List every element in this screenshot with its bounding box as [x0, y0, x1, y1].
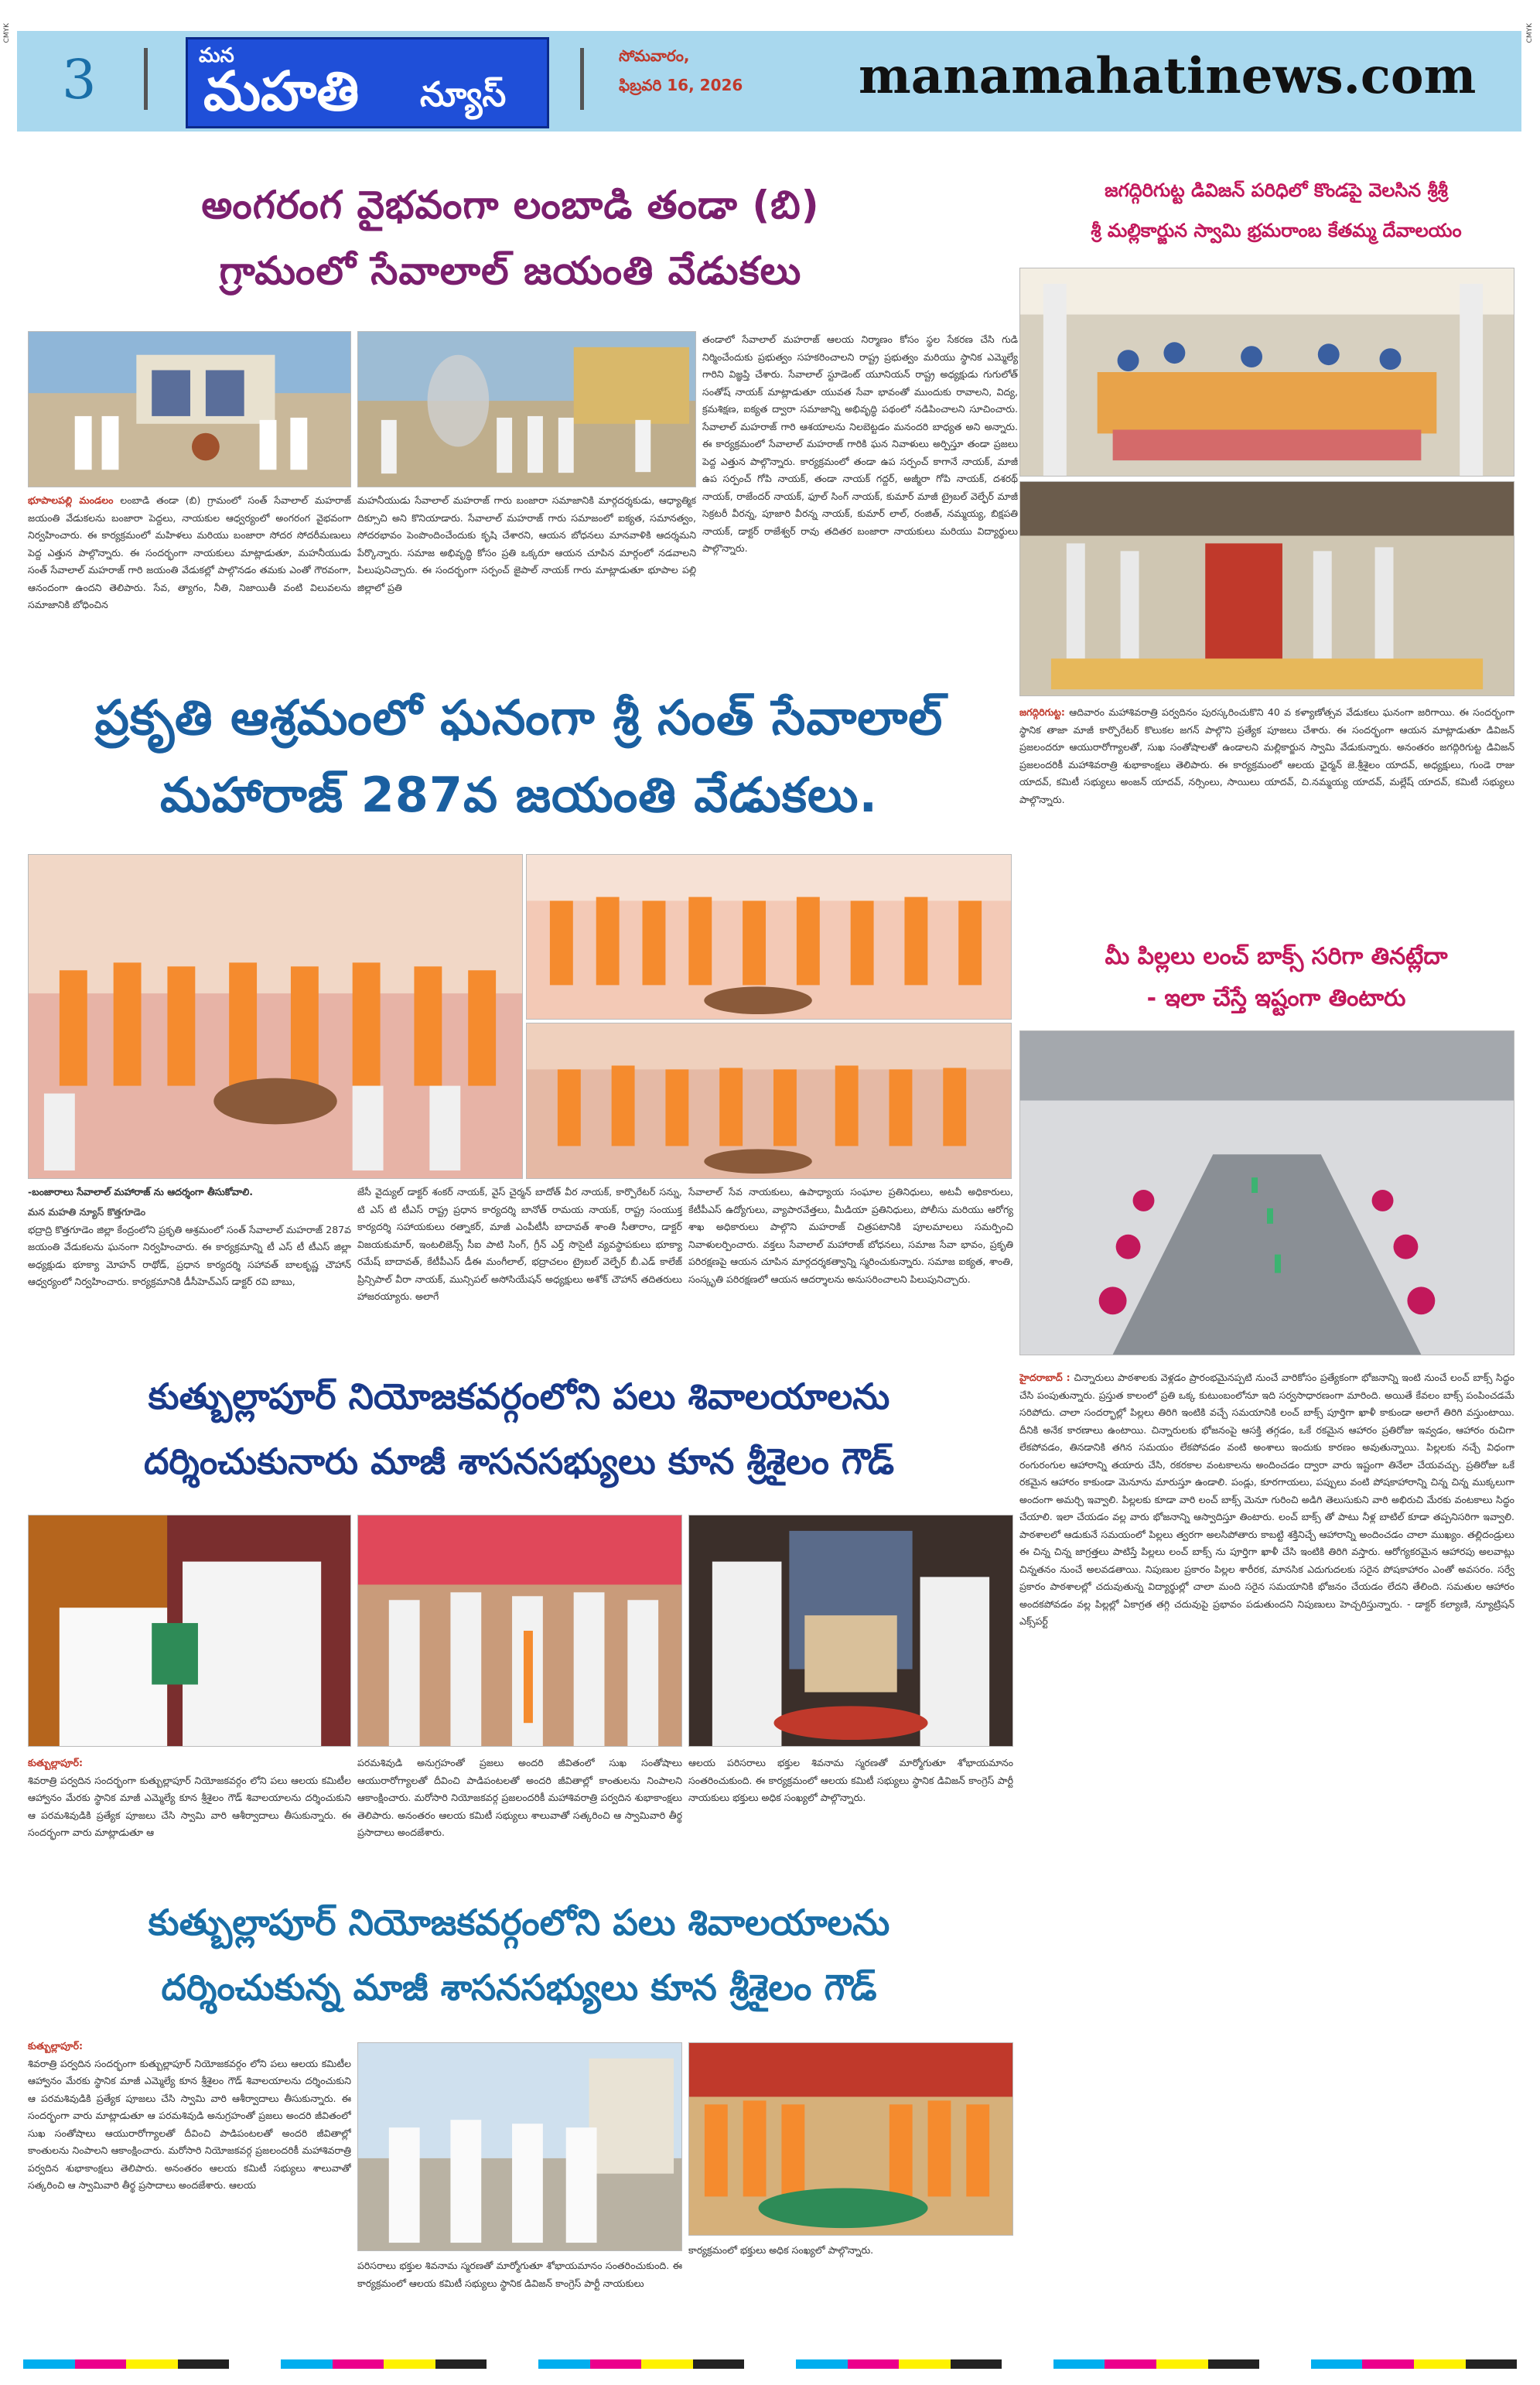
story1-dateline: భూపాలపల్లి మండలం: [28, 494, 114, 506]
story3-photo-3: [526, 1023, 1012, 1179]
story5-column-2: పరమశివుడి అనుగ్రహంతో ప్రజలు అందరి జీవితంలో సుఖ సంతోషాలు ఆయురారోగ్యాలతో దీవించి పాడిపంటలతో అందరి జీవితాల్లో కాంతులను నింపాలని ఆకాంక్షించారు. మరోసారి నియోజకవర్గ ప్రజలందరికీ మహాశివరాత్రి పర్వదిన శుభాకాంక్షలు తెలిపారు. అనంతరం ఆలయ కమిటీ సభ్యులు శాలువాతో సత్కరించి ఆ స్వామివారి తీర్థ ప్రసాదాలు అందజేశారు.: [357, 1757, 682, 1838]
story2-photo-1: [1019, 268, 1514, 477]
registration-bar: [23, 2359, 1517, 2369]
story2-body: [1019, 704, 1514, 936]
logo-news-text: న్యూస్: [420, 75, 507, 114]
story6-column-3: కార్యక్రమంలో భక్తులు అధిక సంఖ్యలో పాల్గొన్నారు.: [688, 2244, 874, 2256]
story5-photo-3: [688, 1515, 1013, 1747]
story4-dateline: హైదరాబాద్ :: [1019, 1372, 1070, 1383]
story2-headline-line1: జగద్గిరిగుట్ట డివిజన్ పరిధిలో కొండపై వెలసిన శ్రీశ్రీ: [1105, 179, 1448, 201]
story1-column-3: తండాలో సేవాలాల్ మహరాజ్ ఆలయ నిర్మాణం కోసం స్థల సేకరణ చేసి గుడి నిర్మించేందుకు ప్రభుత్వం సహకరించాలని రాష్ట్ర ప్రభుత్వం మరియు స్థానిక ఎమ్మెల్యే గారిని విజ్ఞప్తి చేశారు. సేవాలాల్ స్టూడెంట్ యూనియన్ రాష్ట్ర అధ్యక్షుడు గుగులోత్ సంతోష్ నాయక్ మాట్లాడుతూ యువత సేవా భావంతో ముందుకు రావాలని, విద్య, క్రమశిక్షణ, ఐక్యత ద్వారా సమాజాన్ని అభివృద్ధి పథంలో నడిపించాలని సూచించారు. సేవాలాల్ మహరాజ్ గారి ఆశయాలను నిలబెట్టడం మనందరి బాధ్యత అని అన్నారు. ఈ కార్యక్రమంలో సేవాలాల్ మహరాజ్ గారికి ఘన నివాళులు అర్పిస్తూ తండా ప్రజలు పెద్ద ఎత్తున పాల్గొన్నారు. కార్యక్రమంలో తండా ఉప సర్పంచ్ కాగానే నాయక్, మాజీ ఉప సర్పంచ్ గోపి నాయక్, తండా నాయక్ గద్దర్, అజ్మీరా గోపి నాయక్, దశరథ్ నాయక్, రాజేందర్ నాయక్, ఫూల్ సింగ్ నాయక్, కుమార్ మాజీ ట్రైబల్ వెల్ఫేర్ మాజీ సెక్రటరీ వీరన్న, పూజారి వీరన్న నాయక్, కుమార్ లాల్, రంజిత్, నమ్మయ్య, బిక్షపతి నాయక్, డాక్టర్ రాజేశ్వర్ రావు తదితర బంజారా నాయకులు మరియు విద్యార్థులు పాల్గొన్నారు.: [702, 333, 1018, 554]
issue-date: ఫిబ్రవరి 16, 2026: [619, 76, 743, 94]
story4-body-text: చిన్నారులు పాఠశాలకు వెళ్లడం ప్రారంభమైనప్పటి నుంచే వారికోసం ప్రత్యేకంగా భోజనాన్ని ఇంటి నుంచే లంచ్ బాక్స్ సిద్ధం చేసి పంపుతున్నారు. ప్రస్తుత కాలంలో ప్రతి ఒక్క కుటుంబంలోనూ ఇది సర్వసాధారణంగా మారింది. అయితే కేవలం బాక్స్ పంపించడమే సరిపోదు. చాలా సందర్భాల్లో పిల్లలు తిరిగి ఇంటికి వచ్చే సమయానికి లంచ్ బాక్స్ పూర్తిగా ఖాళీ కాకుండా అలాగే తిరిగి వస్తుంటాయి. దీనికి అనేక కారణాలు ఉంటాయి. చిన్నారులకు భోజనంపై ఆసక్తి తగ్గడం, ఒకే రకమైన ఆహారం ప్రతిరోజు ఇవ్వడం, ఆహారం రుచిగా లేకపోవడం, తినడానికి తగిన సమయం లేకపోవడం వంటి అంశాలు ఇందుకు కారణం అవుతున్నాయి. పిల్లలకు నచ్చే విధంగా రంగురంగుల ఆహారాన్ని తయారు చేసి, రకరకాల వంటకాలను అందించడం ద్వారా వారు ఇష్టంగా తినేలా చేయవచ్చు. ప్రతిరోజు ఒకే రకమైన ఆహారం కాకుండా మెనూను మారుస్తూ ఉండాలి. పండ్లు, కూరగాయలు, పప్పులు వంటి పోషకాహారాన్ని చిన్న చిన్న ముక్కలుగా అందంగా అమర్చి ఇవ్వాలి. పిల్లలకు కూడా వారి లంచ్ బాక్స్ మెనూ గురించి అడిగి తెలుసుకుని వారి అభిరుచి మేరకు వంటకాలు సిద్ధం చేయాలి. ఇలా చేయడం వల్ల వారు భోజనాన్ని ఆస్వాదిస్తూ తింటారు. లంచ్ బాక్స్ తో పాటు నీళ్ల బాటిల్ కూడా తప్పనిసరిగా ఇవ్వాలి. పాఠశాలలో ఆడుకునే సమయంలో పిల్లలు త్వరగా అలసిపోతారు కాబట్టి శక్తినిచ్చే ఆహారాన్ని అందించడం చాలా ముఖ్యం. తల్లిదండ్రులు ఈ చిన్న చిన్న జాగ్రత్తలు పాటిస్తే పిల్లలు లంచ్ బాక్స్ ను పూర్తిగా ఖాళీ చేసి ఇంటికి తిరిగి వస్తారు. ఆరోగ్యకరమైన ఆహారపు అలవాట్లు చిన్నతనం నుంచే అలవడతాయి. నిపుణుల ప్రకారం పిల్లల శారీరక, మానసిక ఎదుగుదలకు సరైన పోషకాహారం ఎంతో అవసరం. సర్వే ప్రకారం పాఠశాలల్లో చదువుతున్న విద్యార్థుల్లో చాలా మంది సరైన సమయానికి భోజనం చేయడం లేదని తేలింది. సమతుల ఆహారం అందకపోవడం వల్ల పిల్లల్లో ఏకాగ్రత తగ్గి చదువుపై ప్రభావం పడుతుందని నిపుణులు హెచ్చరిస్తున్నారు. - డాక్టర్ కల్యాణి, న్యూట్రిషన్ ఎక్స్‌పర్ట్: [1019, 1372, 1514, 1627]
story3-photo-1: [28, 854, 523, 1179]
page-number: 3: [62, 48, 97, 111]
story5-dateline: కుత్బుల్లాపూర్:: [28, 1757, 84, 1768]
story4-body: [1019, 1369, 1514, 2325]
story2-headline-line2: శ్రీ మల్లికార్జున స్వామి భ్రమరాంబ కేతమ్మ దేవాలయం: [1091, 220, 1462, 241]
story5-photo-1: [28, 1515, 351, 1747]
story3-dateline: మన మహతి న్యూస్ కొత్తగూడెం: [28, 1206, 146, 1218]
story6-col1-text: శివరాత్రి పర్వదిన సందర్భంగా కుత్బుల్లాపూర్ నియోజకవర్గం లోని పలు ఆలయ కమిటీల ఆహ్వానం మేరకు స్థానిక మాజీ ఎమ్మెల్యే కూన శ్రీశైలం గౌడ్ శివాలయాలను దర్శించుకుని ఆ పరమశివుడికి ప్రత్యేక పూజలు చేసి స్వామి వారి ఆశీర్వాదాలు తీసుకున్నారు. ఈ సందర్భంగా వారు మాట్లాడుతూ ఆ పరమశివుడి అనుగ్రహంతో ప్రజలు అందరి జీవితంలో సుఖ సంతోషాలు ఆయురారోగ్యాలతో దీవించి పాడిపంటలతో అందరి జీవితాల్లో కాంతులను నింపాలని ఆకాంక్షించారు. మరోసారి నియోజకవర్గ ప్రజలందరికీ మహాశివరాత్రి పర్వదిన శుభాకాంక్షలు తెలిపారు. అనంతరం ఆలయ కమిటీ సభ్యులు శాలువాతో సత్కరించి ఆ స్వామివారి తీర్థ ప్రసాదాలు అందజేశారు. ఆలయ: [28, 2057, 351, 2191]
story3-col1-text: భద్రాద్రి కొత్తగూడెం జిల్లా కేంద్రంలోని ప్రకృతి ఆశ్రమంలో సంత్ సేవాలాల్ మహరాజ్ 287వ జయంతి వేడుకలను ఘనంగా నిర్వహించారు. ఈ కార్యక్రమాన్ని టీ ఎస్ టీ టీఎస్ జిల్లా అధ్యక్షుడు భూక్యా మోహన్ రాథోడ్, ప్రధాన కార్యదర్శి సహావత్ బాలకృష్ణ చౌహాన్ ఆధ్వర్యంలో నిర్వహించారు. కార్యక్రమానికి డీసీహెచ్ఎస్ డాక్టర్ రవి బాబు,: [28, 1223, 351, 1287]
story3-column-2: జేసీ వైద్యుల్ డాక్టర్ శంకర్ నాయక్, వైస్ చైర్మన్ బాదోత్ వీర నాయక్, కార్పొరేటర్ సన్ను, టి ఎస్ టి టీఎస్ రాష్ట్ర ప్రధాన కార్యదర్శి బానోత్ రామయ నాయక్, రాష్ట్ర సంయుక్త కార్యదర్శి సహాయకులు రత్నాకర్, మాజీ ఎంపీటీసీ బాదావత్ శాంతి సీతారాం, డాక్టర్ విజయకుమార్, ఇంటలిజెన్స్ సీఐ పాటి సింగ్, గ్రీన్ ఎర్త్ సొసైటీ వ్యవస్థాపకులు భూక్యా రమేష్ బాదావత్, కేటీపీఎస్ డీఈ మంగీలాల్, భద్రాచలం ట్రైబల్ వెల్ఫేర్ బీ.ఎడ్ కాలేజ్ ప్రిన్సిపాల్ వీరా నాయక్, మున్సిపల్ అసోసియేషన్ అధ్యక్షులు అశోక్ చౌహాన్ తదితరులు హాజరయ్యారు. అలాగే: [357, 1186, 682, 1302]
story2-photo-2: [1019, 481, 1514, 696]
story4-headline-line1: మీ పిల్లలు లంచ్ బాక్స్ సరిగా తినట్లేదా: [1105, 943, 1448, 970]
cmyk-mark-left: CMYK: [3, 23, 11, 43]
story6-photo-2: [688, 2042, 1013, 2236]
story3-photo-2: [526, 854, 1012, 1020]
story5-column-1: [28, 1755, 351, 1886]
logo-small-text: మన: [199, 44, 234, 67]
story2-body-text: ఆదివారం మహాశివరాత్రి పర్వదినం పురస్కరించుకొని 40 వ కళ్యాణోత్సవ వేడుకలు ఘనంగా జరిగాయి. ఈ సందర్భంగా స్థానిక తాజా మాజీ కార్పొరేటర్ కొలుకల జగన్ పాల్గొని ప్రత్యేక పూజలు చేశారు. ఈ సందర్భంగా ఆయన మాట్లాడుతూ డివిజన్ ప్రజలందరూ ఆయురారోగ్యాలతో, సుఖ సంతోషాలతో ఉండాలని మల్లికార్జున స్వామి వేడుకున్నారు. అనంతరం జగద్గిరిగుట్ట డివిజన్ ప్రజలందరికీ మహాశివరాత్రి శుభాకాంక్షలు తెలిపారు. ఈ కార్యక్రమంలో ఆలయ ఛైర్మన్ జె.శ్రీశైలం యాదవ్, అధ్యక్షులు, గుండె రాజు యాదవ్, కమిటీ సభ్యులు అంజన్ యాదవ్, నర్సింలు, సాయిలు యాదవ్, చి.నమ్మయ్య యాదవ్, మల్లేష్ యాదవ్, కమిటీ సభ్యులు పాల్గొన్నారు.: [1019, 706, 1514, 805]
story4-photo: [1019, 1030, 1514, 1355]
story3-headline-line1: ప్రకృతి ఆశ్రమంలో ఘనంగా శ్రీ సంత్ సేవాలాల్: [94, 689, 944, 746]
story5-headline-line2: దర్శించుకునారు మాజీ శాసనసభ్యులు కూన శ్రీశైలం గౌడ్: [143, 1440, 895, 1482]
issue-day: సోమవారం,: [619, 46, 690, 65]
masthead-divider-2: [580, 48, 584, 110]
story1-photo-1: [28, 331, 351, 487]
story5-column-3: ఆలయ పరిసరాలు భక్తుల శివనామ స్మరణతో మార్మోగుతూ శోభాయమానం సంతరించుకుంది. ఈ కార్యక్రమంలో ఆలయ కమిటీ సభ్యులు స్థానిక డివిజన్ కాంగ్రెస్ పార్టీ నాయకులు భక్తులు అధిక సంఖ్యలో పాల్గొన్నారు.: [688, 1757, 1013, 1803]
story3-column-1: [28, 1204, 351, 1358]
story6-headline-line2: దర్శించుకున్న మాజీ శాసనసభ్యులు కూన శ్రీశైలం గౌడ్: [161, 1966, 877, 2008]
story6-column-1: [28, 2038, 351, 2329]
story6-photo-1: [357, 2042, 682, 2251]
story6-headline-line1: కుత్బుల్లాపూర్ నియోజకవర్గంలోని పలు శివాలయాలను: [148, 1902, 890, 1943]
story3-photo-caption: -బంజారాలు సేవాలాల్ మహారాజ్ ను ఆదర్శంగా తీసుకోవాలి.: [28, 1186, 253, 1198]
story1-column-1: [28, 492, 351, 647]
story6-column-2: పరిసరాలు భక్తుల శివనామ స్మరణతో మార్మోగుతూ శోభాయమానం సంతరించుకుంది. ఈ కార్యక్రమంలో ఆలయ కమిటీ సభ్యులు స్థానిక డివిజన్ కాంగ్రెస్ పార్టీ నాయకులు: [357, 2260, 682, 2289]
story1-headline-line1: అంగరంగ వైభవంగా లంబాడి తండా (బి): [201, 183, 820, 227]
story2-dateline: జగద్గిరిగుట్ట:: [1019, 706, 1065, 718]
story3-headline-line2: మహారాజ్ 287వ జయంతి వేడుకలు.: [159, 767, 879, 823]
website-url[interactable]: manamahatinews.com: [859, 47, 1477, 105]
story3-column-3: సేవాలాల్ సేవ నాయకులు, ఉపాధ్యాయ సంఘాల ప్రతినిధులు, అటవీ అధికారులు, కేటీపీఎస్ ఉద్యోగులు, వ్యాపారవేత్తలు, మీడియా ప్రతినిధులు, పోలీసు మరియు ఆరోగ్య శాఖ అధికారులు పాల్గొని మహరాజ్ చిత్రపటానికి పూలమాలలు సమర్పించి నివాళులర్పించారు. వక్తలు సేవాలాల్ మహారాజ్ బోధనలు, సమాజ సేవా భావం, ప్రకృతి పరిరక్షణపై ఆయన చూపిన మార్గదర్శకత్వాన్ని స్మరించుకున్నారు. సమాజ ఐక్యత, శాంతి, సంస్కృతి పరిరక్షణలో ఆయన ఆదర్శాలను అనుసరించాలని పిలుపునిచ్చారు.: [688, 1186, 1013, 1285]
brand-logo: [186, 37, 549, 128]
story1-col1-text: లంబాడి తండా (బి) గ్రామంలో సంత్ సేవాలాల్ మహరాజ్ జయంతి వేడుకలను బంజారా పెద్దలు, నాయకుల ఆధ్వర్యంలో అంగరంగ వైభవంగా నిర్వహించారు. ఈ కార్యక్రమంలో మహిళలు మరియు బంజారా సోదర సోదరీమణులు పెద్ద ఎత్తున పాల్గొన్నారు. ఈ సందర్భంగా నాయకులు మాట్లాడుతూ, మహనీయుడు సంత్ సేవాలాల్ మహరాజ్ గారి జయంతి వేడుకల్లో పాల్గొనడం తమకు ఎంతో గౌరవంగా, ఆనందంగా ఉందని తెలిపారు. సేవ, త్యాగం, నీతి, నిజాయితీ వంటి విలువలను సమాజానికి బోధించిన: [28, 494, 351, 610]
story1-headline-line2: గ్రామంలో సేవాలాల్ జయంతి వేడుకలు: [219, 248, 802, 293]
logo-big-text: మహతి: [203, 60, 360, 123]
masthead-divider: [144, 48, 148, 110]
story1-column-2: మహనీయుడు సేవాలాల్ మహరాజ్ గారు బంజారా సమాజానికి మార్గదర్శకుడు, ఆధ్యాత్మిక దిక్సూచి అని కొనియాడారు. సేవాలాల్ మహరాజ్ గారు సమాజంలో ఐక్యత, సమానత్వం, సోదరభావం పెంపొందించేందుకు కృషి చేశారని, ఆయన బోధనలు మానవాళికి ఆదర్శమని పేర్కొన్నారు. సమాజ అభివృద్ధి కోసం ప్రతి ఒక్కరూ ఆయన చూపిన మార్గంలో నడవాలని పిలుపునిచ్చారు. ఈ సందర్భంగా సర్పంచ్ జైపాల్ నాయక్ గారు మాట్లాడుతూ భూపాల పల్లి జిల్లాలో ప్రతి: [357, 494, 696, 593]
cmyk-mark-right: CMYK: [1526, 23, 1534, 43]
story5-photo-2: [357, 1515, 682, 1747]
story5-headline-line1: కుత్బుల్లాపూర్ నియోజకవర్గంలోని పలు శివాలయాలను: [148, 1375, 890, 1417]
story5-col1-text: శివరాత్రి పర్వదిన సందర్భంగా కుత్బుల్లాపూర్ నియోజకవర్గం లోని పలు ఆలయ కమిటీల ఆహ్వానం మేరకు స్థానిక మాజీ ఎమ్మెల్యే కూన శ్రీశైలం గౌడ్ శివాలయాలను దర్శించుకుని ఆ పరమశివుడికి ప్రత్యేక పూజలు చేసి స్వామి వారి ఆశీర్వాదాలు తీసుకున్నారు. ఈ సందర్భంగా వారు మాట్లాడుతూ ఆ: [28, 1774, 351, 1838]
story6-dateline: కుత్బుల్లాపూర్:: [28, 2040, 84, 2052]
story1-photo-2: [357, 331, 696, 487]
story4-headline-line2: - ఇలా చేస్తే ఇష్టంగా తింటారు: [1146, 985, 1406, 1012]
